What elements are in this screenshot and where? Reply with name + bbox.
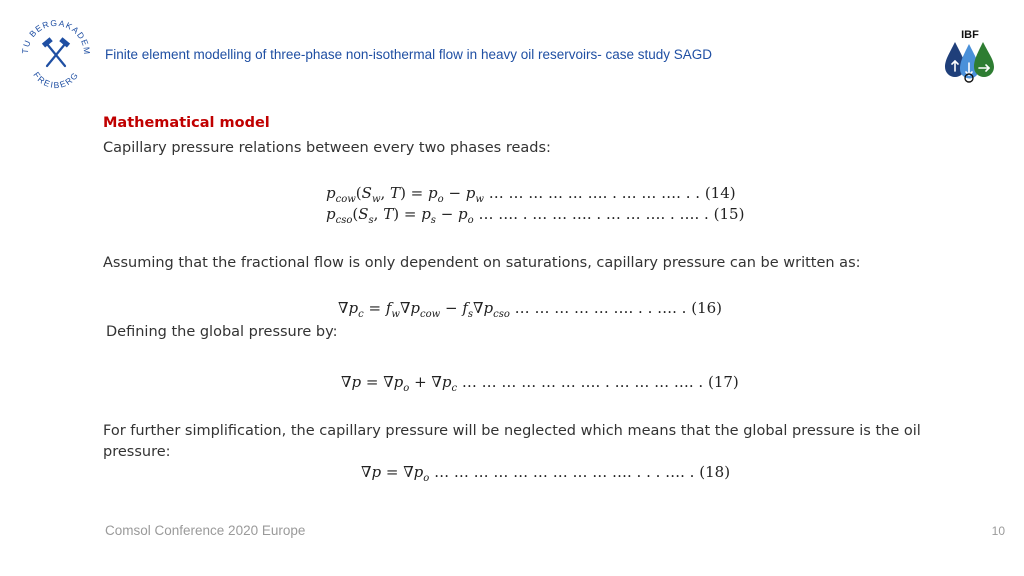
equation-17: $\nabla p = \nabla p_o + \nabla p_c$ … … … … … … …. . … … … …. . (17) [341,373,739,394]
equation-16-dots: … … … … … …. . . …. . [514,299,687,317]
simplification-text-line1: For further simplification, the capillary pressure will be neglected which means that the global pressure is the oil [103,423,921,439]
equation-18-dots: … … … … … … … … … …. . . . …. . [434,463,695,481]
presentation-title: Finite element modelling of three-phase non-isothermal flow in heavy oil reservoirs- case study SAGD [105,47,713,62]
equation-14-number: (14) [704,184,736,202]
page-number: 10 [991,524,1005,538]
global-pressure-text: Defining the global pressure by: [106,324,338,340]
equation-14-dots: … … … … … …. . … … …. . . [488,184,701,202]
equation-16-number: (16) [691,299,723,317]
simplification-text-line2: pressure: [103,444,171,460]
ibf-logo [942,26,998,84]
equation-14: $p_{cow}(S_w$, $T) = p_o - p_w$ … … … … … …. . … … …. . . (14) [326,184,736,205]
equation-15-dots: … …. . … … …. . … … …. . …. . [478,205,709,223]
equation-17-number: (17) [707,373,739,391]
equation-18-number: (18) [699,463,731,481]
svg-text:FREIBERG: FREIBERG [31,69,81,91]
intro-text: Capillary pressure relations between every two phases reads: [103,140,551,156]
equation-16: $\nabla p_c = f_w\nabla p_{cow} - f_s\nabla p_{cso}$ … … … … … …. . . …. . (16) [338,299,723,320]
footer-conference: Comsol Conference 2020 Europe [105,523,306,538]
svg-text:IBF: IBF [961,29,979,41]
tu-freiberg-logo [16,12,96,92]
assumption-text: Assuming that the fractional flow is only dependent on saturations, capillary pressure can be written as: [103,255,861,271]
equation-18: $\nabla p = \nabla p_o$ … … … … … … … … … …. . . . …. . (18) [361,463,731,484]
svg-text:TU BERGAKADEMIE: TU BERGAKADEM [19,17,93,56]
section-title: Mathematical model [103,115,270,131]
equation-15-number: (15) [713,205,745,223]
equation-17-dots: … … … … … … …. . … … … …. . [461,373,704,391]
equation-15: $p_{cso}(S_s$, $T) = p_s - p_o$ … …. . … … …. . … … …. . …. . (15) [326,205,745,226]
